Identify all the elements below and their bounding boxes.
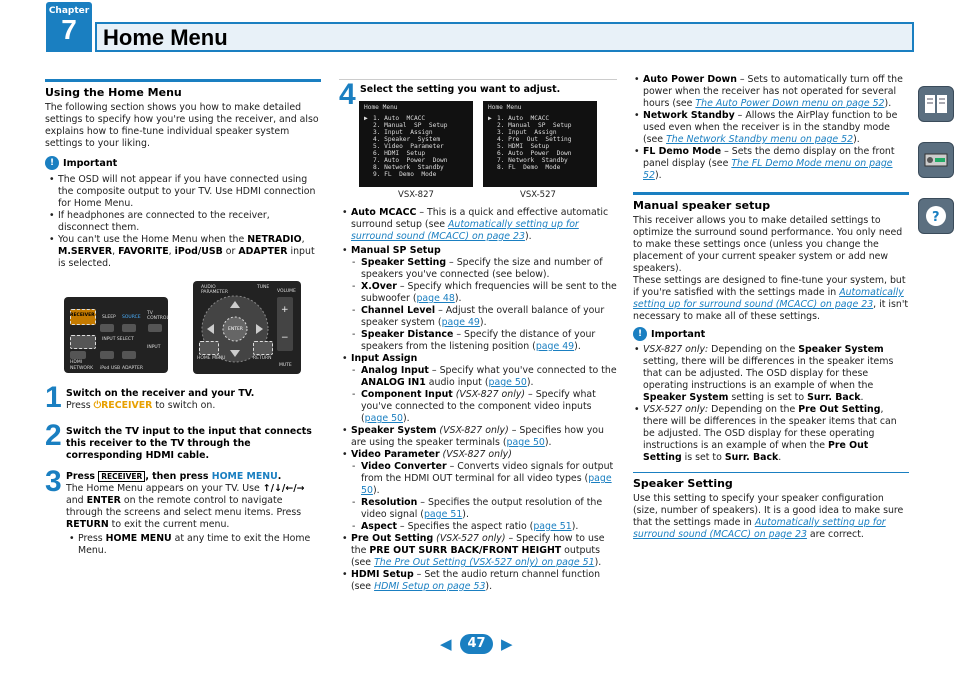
step-number: 4 xyxy=(339,78,356,111)
title-bar xyxy=(95,22,914,52)
link[interactable]: page 51 xyxy=(423,509,463,520)
important-header xyxy=(45,156,321,170)
list-item: • Manual SP Setup xyxy=(341,245,617,257)
step-title: Switch the TV input to the input that connects this receiver to the TV through the corresponding HDMI cable. xyxy=(66,426,312,461)
section-heading-manual-speaker-setup: Manual speaker setup xyxy=(633,192,909,212)
list-item: • You can't use the Home Menu when the NETRADIO, M.SERVER, FAVORITE, iPod/USB or ADAPTER input is selected. xyxy=(48,234,321,270)
home-menu-label: HOME MENU xyxy=(197,356,226,361)
adapter-label: ADAPTER xyxy=(122,366,143,371)
osd-item: 8. Network Standby xyxy=(373,164,444,171)
remote-illustration-left xyxy=(64,297,168,373)
column-1 xyxy=(45,79,321,270)
power-icon: ⏻ xyxy=(93,400,102,411)
list-item: - Analog Input – Specify what you've connected to the ANALOG IN1 audio input (page 50). xyxy=(351,365,617,389)
list-item: • FL Demo Mode – Sets the demo display on the front panel display (see The FL Demo Mode menu on page 52). xyxy=(633,146,909,182)
important-list xyxy=(48,174,321,270)
page-number: 47 xyxy=(460,634,493,654)
receiver-button-outline xyxy=(70,335,96,349)
remote-illustration-right xyxy=(193,281,301,374)
chapter-tab xyxy=(46,2,92,52)
dvd-button xyxy=(122,351,136,359)
osd-item: 4. Pre Out Setting xyxy=(497,136,572,143)
return-label: RETURN xyxy=(253,356,272,361)
link[interactable]: page 50 xyxy=(364,413,403,424)
important-header xyxy=(633,327,909,341)
osd-item: 8. FL Demo Mode xyxy=(497,164,561,171)
osd-caption: VSX-527 xyxy=(520,190,556,200)
osd-item: 7. Network Standby xyxy=(497,157,568,164)
important-label: Important xyxy=(651,328,706,340)
prev-page-icon[interactable]: ◀ xyxy=(440,635,452,653)
important-label: Important xyxy=(63,157,118,169)
list-item: - Resolution – Specifies the output resolution of the video signal (page 51). xyxy=(351,497,617,521)
step-number: 1 xyxy=(45,381,62,414)
list-item: • If headphones are connected to the receiver, disconnect them. xyxy=(48,210,321,234)
source-label: SOURCE xyxy=(122,315,141,320)
network-label: NETWORK xyxy=(70,366,94,371)
osd-header: Home Menu xyxy=(488,104,522,111)
bd-button xyxy=(100,351,114,359)
menu-description-list xyxy=(341,207,617,593)
page-navigation xyxy=(440,634,515,654)
step-3 xyxy=(45,467,321,557)
next-page-icon[interactable]: ▶ xyxy=(501,635,513,653)
link[interactable]: page 50 xyxy=(506,437,545,448)
volume-label: VOLUME xyxy=(277,289,296,294)
sleep-button xyxy=(100,324,114,332)
input-select-label: INPUT SELECT xyxy=(102,337,134,342)
mute-label: MUTE xyxy=(279,363,292,368)
step-title: Switch on the receiver and your TV. xyxy=(66,388,255,399)
osd-screen-vsx827 xyxy=(359,101,473,187)
volume-plus-icon: + xyxy=(281,305,289,315)
hdmi-button xyxy=(70,351,86,359)
cursor-icon: ▶ xyxy=(488,115,492,122)
tv-control-label: TV CONTROL xyxy=(147,311,169,321)
step-1 xyxy=(45,381,321,414)
link[interactable]: The Pre Out Setting (VSX-527 only) on page 51 xyxy=(374,557,595,568)
list-item: • The OSD will not appear if you have connected using the composite output to your TV. Use HDMI connection for Home Menu. xyxy=(48,174,321,210)
link[interactable]: page 51 xyxy=(533,521,572,532)
osd-item: 2. Manual SP Setup xyxy=(373,122,448,129)
list-item: • Auto Power Down – Sets to automatically turn off the power when the receiver has not operated for several hours (see The Auto Power Down menu on page 52). xyxy=(633,74,909,110)
ipod-usb-label: iPod USB xyxy=(100,366,121,371)
book-icon[interactable] xyxy=(918,86,954,122)
list-item: • VSX-827 only: Depending on the Speaker System setting, there will be differences in the speaker items that can be adjusted. The OSD display for these operating instructions is an example of when the Speaker System setting is set to Surr. Back. xyxy=(633,344,909,404)
home-menu-button xyxy=(199,341,219,355)
paragraph: These settings are designed to fine-tune your system, but if you're satisfied with the settings made in Automatically setting up for surround sound (MCACC) on page 23, it isn't necessary to make all of these settings. xyxy=(633,275,909,322)
list-item: - Video Converter – Converts video signals for output from the HDMI OUT terminal for all video types (page 50). xyxy=(351,461,617,497)
osd-item: 5. HDMI Setup xyxy=(497,143,550,150)
osd-caption: VSX-827 xyxy=(398,190,434,200)
list-item: • Auto MCACC – This is a quick and effective automatic surround setup (see Automatically setting up for surround sound (MCACC) on page 23). xyxy=(341,207,617,243)
chapter-label: Chapter xyxy=(48,6,90,16)
link[interactable]: page 48 xyxy=(416,293,455,304)
chapter-number: 7 xyxy=(61,14,77,45)
paragraph: This receiver allows you to make detailed settings to optimize the surround sound performance. You only need to make these settings once (unless you change the placement of your current speaker system or add new speakers). xyxy=(633,215,903,274)
paragraph: Use this setting to specify your speaker configuration (size, number of speakers). It is a good idea to make sure that the settings made in Automatically setting up for surround sound (MCACC) on page 23 are correct. xyxy=(633,493,904,540)
link[interactable]: page 50 xyxy=(361,473,612,496)
list-item: • Network Standby – Allows the AirPlay function to be used even when the receiver is in the standby mode (see The Network Standby menu on page 52). xyxy=(633,110,909,146)
page-title: Home Menu xyxy=(103,25,228,50)
intro-text: The following section shows you how to make detailed settings to specify how you're using the receiver, and also explains how to fine-tune individual speaker system settings to your liking. xyxy=(45,102,319,149)
section-heading-speaker-setting: Speaker Setting xyxy=(633,472,909,490)
osd-item: 7. Auto Power Down xyxy=(373,157,448,164)
help-icon[interactable] xyxy=(918,198,954,234)
sleep-label: SLEEP xyxy=(102,315,116,320)
cursor-icon: ▶ xyxy=(364,115,368,122)
receiver-icon[interactable] xyxy=(918,142,954,178)
list-item: - Component Input (VSX-827 only) – Specify what you've connected to the component video inputs (page 50). xyxy=(351,389,617,425)
svg-text:?: ? xyxy=(932,210,940,225)
step-text: The Home Menu appears on your TV. Use ↑/↓/←/→ and ENTER on the remote control to navigate through the screens and select menu items. Press RETURN to exit the current menu. xyxy=(66,483,305,530)
important-icon: ! xyxy=(633,327,647,341)
hdmi-label: HDMI xyxy=(70,360,83,365)
tune-label: TUNE xyxy=(257,285,270,290)
link[interactable]: Automatically setting up for surround sound (MCACC) on page 23 xyxy=(633,517,886,540)
list-item: • VSX-527 only: Depending on the Pre Out Setting, there will be differences in the speaker items that can be adjusted. The OSD display for these operating instructions is an example of when the Pre Out Setting is set to Surr. Back. xyxy=(633,404,909,464)
receiver-button-label: RECEIVER xyxy=(70,313,95,318)
step-title: Select the setting you want to adjust. xyxy=(360,84,561,95)
osd-item: 4. Speaker System xyxy=(373,136,441,143)
osd-item: 6. HDMI Setup xyxy=(373,150,426,157)
link[interactable]: Automatically setting up for surround sound (MCACC) on page 23 xyxy=(351,219,579,242)
osd-header: Home Menu xyxy=(364,104,398,111)
osd-item: 2. Manual SP Setup xyxy=(497,122,572,129)
column-3 xyxy=(633,74,909,541)
source-button xyxy=(122,324,136,332)
list-item: - Aspect – Specifies the aspect ratio (page 51). xyxy=(351,521,617,533)
list-item: - Channel Level – Adjust the overall balance of your speaker system (page 49). xyxy=(351,305,617,329)
link[interactable]: page 50 xyxy=(488,377,527,388)
step-number: 2 xyxy=(45,419,62,452)
audio-parameter-label: AUDIO PARAMETER xyxy=(201,285,228,295)
list-item: • Speaker System (VSX-827 only) – Specifies how you are using the speaker terminals (page 50). xyxy=(341,425,617,449)
tv-button xyxy=(148,324,162,332)
list-item: • Press HOME MENU at any time to exit the Home Menu. xyxy=(68,533,321,557)
important-icon: ! xyxy=(45,156,59,170)
list-item: • HDMI Setup – Set the audio return channel function (see HDMI Setup on page 53). xyxy=(341,569,617,593)
link[interactable]: HDMI Setup on page 53 xyxy=(374,581,486,592)
link[interactable]: page 49 xyxy=(441,317,480,328)
link[interactable]: The FL Demo Mode menu on page 52 xyxy=(643,158,893,181)
volume-minus-icon: − xyxy=(281,333,289,343)
enter-label: ENTER xyxy=(228,327,243,332)
step-2 xyxy=(45,419,321,463)
list-item: • Video Parameter (VSX-827 only) xyxy=(341,449,617,461)
step-text: Press ⏻RECEIVER to switch on. xyxy=(66,400,216,411)
osd-item: 5. Video Parameter xyxy=(373,143,444,150)
osd-item: 1. Auto MCACC xyxy=(497,115,550,122)
list-item: • Input Assign xyxy=(341,353,617,365)
step-3-list xyxy=(68,533,321,557)
step-title: Press RECEIVER , then press HOME MENU. xyxy=(66,471,282,482)
arrow-keys-icon: ↑/↓/←/→ xyxy=(262,483,305,494)
osd-item: 1. Auto MCACC xyxy=(373,115,426,122)
osd-item: 3. Input Assign xyxy=(497,129,557,136)
important-list xyxy=(633,344,909,464)
link[interactable]: The Auto Power Down menu on page 52 xyxy=(695,98,885,109)
receiver-key-icon: RECEIVER xyxy=(98,471,145,482)
list-item: - X.Over – Specify which frequencies will be sent to the subwoofer (page 48). xyxy=(351,281,617,305)
steps-1-3 xyxy=(45,381,321,557)
osd-item: 3. Input Assign xyxy=(373,129,433,136)
list-item: - Speaker Distance – Specify the distance of your speakers from the listening position (page 49). xyxy=(351,329,617,353)
osd-screen-vsx527 xyxy=(483,101,597,187)
section-heading-using-home-menu: Using the Home Menu xyxy=(45,79,321,99)
osd-item: 9. FL Demo Mode xyxy=(373,171,437,178)
link[interactable]: The Network Standby menu on page 52 xyxy=(666,134,854,145)
step-number: 3 xyxy=(45,465,62,498)
link[interactable]: Automatically setting up for surround sound (MCACC) on page 23 xyxy=(633,287,904,310)
return-button xyxy=(253,341,273,355)
input-label: INPUT xyxy=(147,345,161,350)
osd-item: 6. Auto Power Down xyxy=(497,150,572,157)
link[interactable]: page 49 xyxy=(535,341,575,352)
list-item: - Speaker Setting – Specify the size and number of speakers you've connected (see below). xyxy=(351,257,617,281)
list-item: • Pre Out Setting (VSX-527 only) – Specify how to use the PRE OUT SURR BACK/FRONT HEIGHT outputs (see The Pre Out Setting (VSX-527 only) on page 51). xyxy=(341,533,617,569)
